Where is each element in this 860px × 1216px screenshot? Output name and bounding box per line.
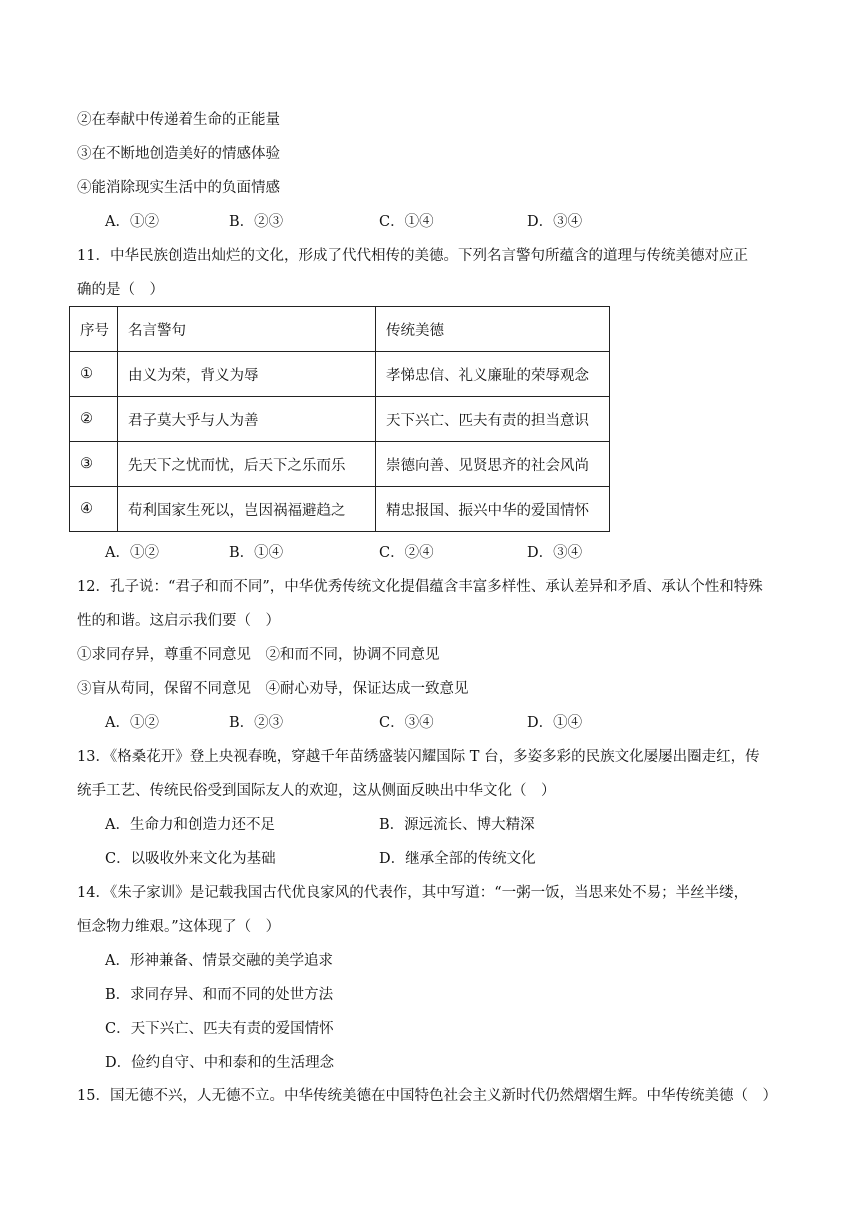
- table-cell-quote: 由义为荣，背义为辱: [118, 352, 376, 397]
- q14-option-b[interactable]: B．求同存异、和而不同的处世方法: [105, 987, 334, 1003]
- table-cell-virtue: 崇德向善、见贤思齐的社会风尚: [376, 442, 610, 487]
- q15-stem: [77, 1086, 783, 1106]
- table-cell-virtue: 精忠报国、振兴中华的爱国情怀: [376, 487, 610, 532]
- q10-option-b[interactable]: B．②③: [229, 214, 284, 230]
- q14-stem: [77, 883, 783, 937]
- table-cell-number: ①: [70, 352, 118, 397]
- q14-option-a[interactable]: A．形神兼备、情景交融的美学追求: [105, 953, 333, 969]
- q11-stem: [77, 246, 783, 300]
- table-row: [70, 352, 610, 397]
- q11-option-c[interactable]: C．②④: [379, 545, 434, 561]
- table-cell-virtue: 孝悌忠信、礼义廉耻的荣辱观念: [376, 352, 610, 397]
- table-cell-virtue: 天下兴亡、匹夫有责的担当意识: [376, 397, 610, 442]
- q12-stem-line-1: 12．孔子说：“君子和而不同”，中华优秀传统文化提倡蕴含丰富多样性、承认差异和矛盾、承认个性和特殊: [77, 579, 763, 595]
- q12-option-a[interactable]: A．①②: [105, 715, 159, 731]
- table-row: [70, 442, 610, 487]
- q11-table: [69, 306, 610, 532]
- table-cell-number: ②: [70, 397, 118, 442]
- q11-stem-line-1: 11．中华民族创造出灿烂的文化，形成了代代相传的美德。下列名言警句所蕴含的道理与传统美德对应正: [77, 248, 748, 264]
- q10-option-d[interactable]: D．③④: [527, 214, 583, 230]
- q12-option-b[interactable]: B．②③: [229, 715, 284, 731]
- q10-item-4: ④能消除现实生活中的负面情感: [77, 180, 280, 196]
- q13-stem-line-1: 13．《格桑花开》登上央视春晚，穿越千年苗绣盛装闪耀国际 T 台，多姿多彩的民族文化屡屡出圈走红，传: [77, 749, 760, 765]
- table-header-row: [70, 307, 610, 352]
- q12-stem: [77, 577, 783, 631]
- q13-option-b[interactable]: B．源远流长、博大精深: [379, 817, 535, 833]
- q11-option-b[interactable]: B．①④: [229, 545, 284, 561]
- q14-stem-line-2: 恒念物力维艰。”这体现了（ ）: [77, 919, 281, 935]
- q13-stem-line-2: 统手工艺、传统民俗受到国际友人的欢迎，这从侧面反映出中华文化（ ）: [77, 783, 556, 799]
- q12-option-c[interactable]: C．③④: [379, 715, 434, 731]
- table-header-quote: 名言警句: [118, 307, 376, 352]
- q11-option-a[interactable]: A．①②: [105, 545, 159, 561]
- q10-option-a[interactable]: A．①②: [105, 214, 159, 230]
- table-cell-quote: 君子莫大乎与人为善: [118, 397, 376, 442]
- table-row: [70, 397, 610, 442]
- q14-option-d[interactable]: D．俭约自守、中和泰和的生活理念: [105, 1055, 335, 1071]
- q12-stem-line-2: 性的和谐。这启示我们要（ ）: [77, 613, 280, 629]
- table-cell-number: ③: [70, 442, 118, 487]
- q12-items-1: ①求同存异，尊重不同意见 ②和而不同，协调不同意见: [77, 647, 440, 663]
- table-header-number: 序号: [70, 307, 118, 352]
- table-row: [70, 487, 610, 532]
- q10-option-c[interactable]: C．①④: [379, 214, 434, 230]
- q13-stem: [77, 747, 783, 801]
- table-cell-quote: 先天下之忧而忧，后天下之乐而乐: [118, 442, 376, 487]
- table-header-virtue: 传统美德: [376, 307, 610, 352]
- table-cell-number: ④: [70, 487, 118, 532]
- q14-stem-line-1: 14．《朱子家训》是记载我国古代优良家风的代表作，其中写道：“一粥一饭，当思来处不易；半丝半缕，: [77, 885, 749, 901]
- q14-option-c[interactable]: C．天下兴亡、匹夫有责的爱国情怀: [105, 1021, 334, 1037]
- q11-option-d[interactable]: D．③④: [527, 545, 583, 561]
- q15-stem-line-1: 15．国无德不兴，人无德不立。中华传统美德在中国特色社会主义新时代仍然熠熠生辉。中华传统美德（ ）: [77, 1088, 777, 1104]
- q10-item-2: ②在奉献中传递着生命的正能量: [77, 112, 280, 128]
- q12-option-d[interactable]: D．①④: [527, 715, 583, 731]
- q13-option-d[interactable]: D．继承全部的传统文化: [379, 851, 536, 867]
- q13-option-c[interactable]: C．以吸收外来文化为基础: [105, 851, 276, 867]
- q13-option-a[interactable]: A．生命力和创造力还不足: [105, 817, 275, 833]
- q10-item-3: ③在不断地创造美好的情感体验: [77, 146, 280, 162]
- q12-items-2: ③盲从苟同，保留不同意见 ④耐心劝导，保证达成一致意见: [77, 681, 469, 697]
- table-cell-quote: 苟利国家生死以，岂因祸福避趋之: [118, 487, 376, 532]
- q11-stem-line-2: 确的是（ ）: [77, 282, 164, 298]
